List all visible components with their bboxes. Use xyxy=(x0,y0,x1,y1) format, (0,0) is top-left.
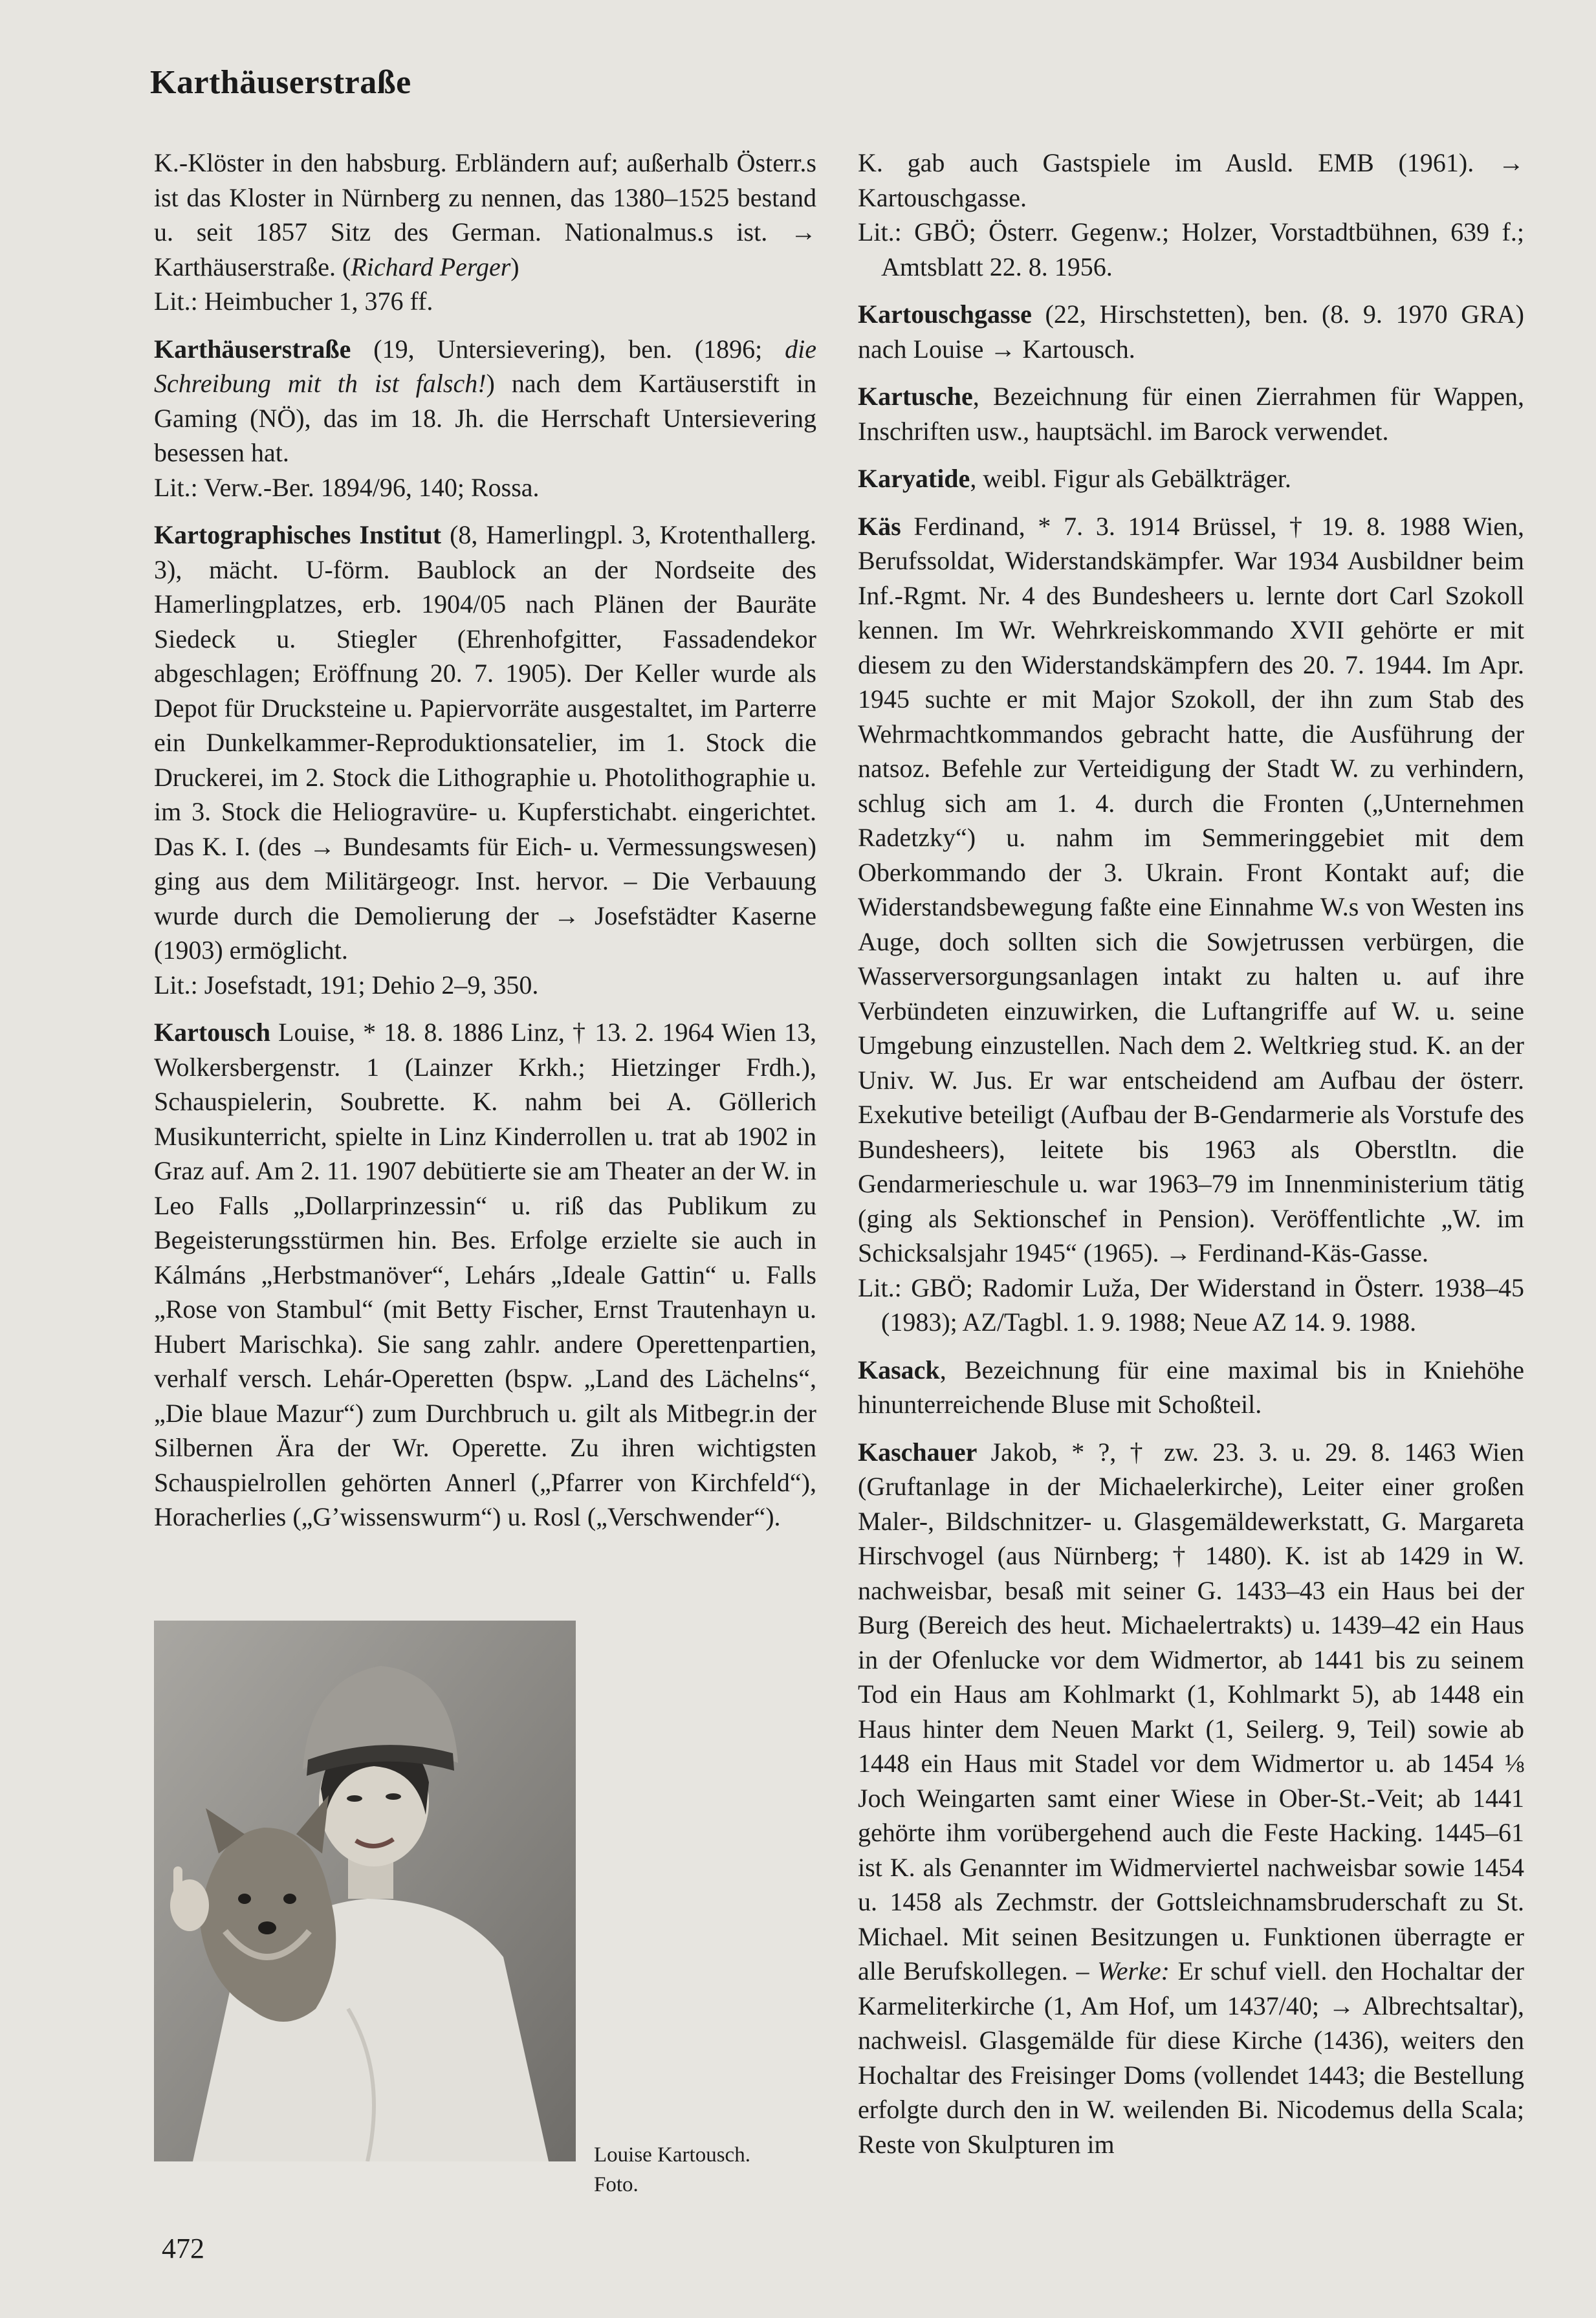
entry-headword: Kaschauer xyxy=(858,1437,978,1467)
entry-headword: Kasack xyxy=(858,1355,940,1384)
literature-reference: Lit.: GBÖ; Radomir Luža, Der Widerstand in Österr. 1938–45 (1983); AZ/Tagbl. 1. 9. 1988; Neue AZ 14. 9. 1988. xyxy=(858,1273,1524,1337)
entry-kartousch xyxy=(154,1015,816,1535)
entry-kasack xyxy=(858,1353,1524,1422)
literature-reference: Lit.: Verw.-Ber. 1894/96, 140; Rossa. xyxy=(154,472,540,502)
entry-headword: Karthäuserstraße xyxy=(154,334,351,364)
entry-karyatide xyxy=(858,461,1524,496)
entry-text: K. gab auch Gastspiele im Ausld. EMB (1961). → Kartouschgasse. xyxy=(858,148,1524,212)
entry-kartographisches-institut xyxy=(154,518,816,1002)
entry-kartouschgasse xyxy=(858,297,1524,366)
entry-kartousch-cont xyxy=(858,146,1524,284)
author-name: Richard Perger xyxy=(351,252,511,281)
entry-text: Kasack, Bezeichnung für eine maximal bis in Kniehöhe hinunterreichende Bluse mit Schoßteil. xyxy=(858,1355,1524,1419)
entry-headword: Kartouschgasse xyxy=(858,300,1032,329)
entry-text: Kartousch Louise, * 18. 8. 1886 Linz, † 13. 2. 1964 Wien 13, Wolkersbergenstr. 1 (Lainzer Krkh.; Hietzinger Frdh.), Schauspielerin, Soubrette. K. nahm bei A. Göllerich Musikunterricht, spielte in Linz Kinderrollen u. trat ab 1902 in Graz auf. Am 2. 11. 1907 debütierte sie am Theater an der W. in Leo Falls „Dollarprinzessin“ u. riß das Publikum zu Begeisterungsstürmen hin. Bes. Erfolge erzielte sie auch in Kálmáns „Herbstmanöver“, Lehárs „Ideale Gattin“ u. Falls „Rose von Stambul“ (mit Betty Fischer, Ernst Trautenhayn u. Hubert Marischka). Sie sang zahlr. andere Operettenpartien, verhalf versch. Lehár-Operetten (bspw. „Land des Lächelns“, „Die blaue Mazur“) zum Durchbruch u. gilt als Mitbegr.in der Silbernen Ära der Wr. Operette. Zu ihren wichtigsten Schauspielrollen gehörten Annerl („Pfarrer von Kirchfeld“), Horacherlies („G’wissenswurm“) u. Rosl („Verschwender“). xyxy=(154,1018,816,1531)
entry-kaschauer xyxy=(858,1435,1524,2162)
caption-line: Louise Kartousch. xyxy=(594,2143,750,2167)
entry-kartusche xyxy=(858,379,1524,448)
literature-reference: Lit.: Heimbucher 1, 376 ff. xyxy=(154,287,433,316)
literature-reference: Lit.: GBÖ; Österr. Gegenw.; Holzer, Vorstadtbühnen, 639 f.; Amtsblatt 22. 8. 1956. xyxy=(858,217,1524,281)
entry-text: Karyatide, weibl. Figur als Gebälkträger. xyxy=(858,464,1291,493)
entry-headword: Karyatide xyxy=(858,464,970,493)
entry-karthaeuser-cont xyxy=(154,146,816,319)
portrait-photo xyxy=(154,1621,576,2161)
page-number: 472 xyxy=(162,2233,204,2264)
caption-line: Foto. xyxy=(594,2173,639,2196)
photo-caption xyxy=(594,2140,788,2200)
entry-text: Kartusche, Bezeichnung für einen Zierrahmen für Wappen, Inschriften usw., hauptsächl. im Barock verwendet. xyxy=(858,382,1524,446)
literature-reference: Lit.: Josefstadt, 191; Dehio 2–9, 350. xyxy=(154,970,539,1000)
left-column xyxy=(154,146,816,1547)
entry-headword: Käs xyxy=(858,511,901,541)
entry-text: Karthäuserstraße (19, Untersievering), ben. (1896; die Schreibung mit th ist falsch!) nach dem Kartäuserstift in Gaming (NÖ), das im 18. Jh. die Herrschaft Untersievering besessen hat. xyxy=(154,334,816,467)
entry-headword: Kartousch xyxy=(154,1018,270,1047)
entry-text: Kartographisches Institut (8, Hamerlingpl. 3, Krotenthallerg. 3), mächt. U-förm. Baublock an der Nordseite des Hamerlingplatzes, erb. 1904/05 nach Plänen der Bauräte Siedeck u. Stiegler (Ehrenhofgitter, Fassadendekor abgeschlagen; Eröffnung 20. 7. 1905). Der Keller wurde als Depot für Drucksteine u. Papiervorräte ausgestaltet, im Parterre ein Dunkelkammer-Reproduktionsatelier, im 1. Stock die Druckerei, im 2. Stock die Lithographie u. Photolithographie u. im 3. Stock die Heliogravüre- u. Kupferstichabt. eingerichtet. Das K. I. (des → Bundesamts für Eich- u. Vermessungswesen) ging aus dem Militärgeogr. Inst. hervor. – Die Verbauung wurde durch die Demolierung der → Josefstädter Kaserne (1903) ermöglicht. xyxy=(154,520,816,965)
entry-text: Kaschauer Jakob, * ?, † zw. 23. 3. u. 29. 8. 1463 Wien (Gruftanlage in der Michaelerkirche), Leiter einer großen Maler-, Bildschnitzer- u. Glasgemäldewerkstatt, G. Margareta Hirschvogel (aus Nürnberg; † 1480). K. ist ab 1429 in W. nachweisbar, besaß mit seiner G. 1433–43 ein Haus bei der Burg (Bereich des heut. Michaelertrakts) u. 1439–42 ein Haus in der Ofenlucke vor dem Widmertor, ab 1441 bis zu seinem Tod ein Haus am Kohlmarkt (1, Kohlmarkt 5), ab 1448 ein Haus hinter dem Neuen Markt (1, Seilerg. 9, Teil) sowie ab 1448 ein Haus mit Stadel vor dem Widmertor u. ab 1454 ⅛ Joch Weingarten samt einer Wiese in Ober-St.-Veit; ab 1441 gehörte ihm vorübergehend auch die Feste Hacking. 1445–61 ist K. als Genannter im Widmerviertel nachweisbar sowie 1454 u. 1458 als Zechmstr. der Gottsleichnamsbruderschaft zu St. Michael. Mit seinen Besitzungen u. Funktionen überragte er alle Berufskollegen. – Werke: Er schuf viell. den Hochaltar der Karmeliterkirche (1, Am Hof, um 1437/40; → Albrechtsaltar), nachweisl. Glasgemälde für diese Kirche (1436), weiters den Hochaltar des Freisinger Doms (vollendet 1443; die Bestellung erfolgte durch den in W. weilenden Bi. Nicodemus della Scala; Reste von Skulpturen im xyxy=(858,1437,1525,2159)
running-head: Karthäuserstraße xyxy=(150,64,411,101)
portrait-illustration xyxy=(154,1621,576,2161)
entry-text: Käs Ferdinand, * 7. 3. 1914 Brüssel, † 19. 8. 1988 Wien, Berufssoldat, Widerstandskämpfer. War 1934 Ausbildner beim Inf.-Rgmt. Nr. 4 des Bundesheers u. lernte dort Carl Szokoll kennen. Im Wr. Wehrkreiskommando XVII gehörte er mit diesem zu den Widerstandskämpfern des 20. 7. 1944. Im Apr. 1945 suchte er mit Major Szokoll, der ihn zum Stab des Wehrmachtkommandos gebracht hatte, die Ausführung der natsoz. Befehle zur Verteidigung der Stadt W. zu verhindern, schlug sich am 1. 4. durch die Fronten („Unternehmen Radetzky“) u. nahm im Semmeringgebiet mit dem Oberkommando der 3. Ukrain. Front Kontakt auf; die Widerstandsbewegung faßte eine Einnahme W.s von Westen ins Auge, doch sollten sich die Sowjetrussen verbürgen, die Wasserversorgungsanlagen intakt zu halten u. auf ihre Verbündeten einzuwirken, die Luftangriffe auf W. u. seine Umgebung einzustellen. Nach dem 2. Weltkrieg stud. K. an der Univ. W. Jus. Er war entscheidend am Aufbau der österr. Exekutive beteiligt (Aufbau der B-Gendarmerie als Vorstufe des Bundesheers), leitete bis 1963 als Oberstltn. die Gendarmerieschule u. war 1963–79 im Innenministerium tätig (ging als Sektionschef in Pension). Veröffentlichte „W. im Schicksalsjahr 1945“ (1965). → Ferdinand-Käs-Gasse. xyxy=(858,511,1524,1267)
entry-text: Kartouschgasse (22, Hirschstetten), ben. (8. 9. 1970 GRA) nach Louise → Kartousch. xyxy=(858,300,1524,364)
entry-text: K.-Klöster in den habsburg. Erbländern auf; außerhalb Österr.s ist das Kloster in Nürnberg zu nennen, das 1380–1525 bestand u. seit 1857 Sitz des German. Nationalmus.s ist. → Karthäuserstraße. (Richard Perger) xyxy=(154,148,816,281)
entry-karthaeuserstrasse xyxy=(154,332,816,505)
entry-kaes xyxy=(858,509,1524,1340)
entry-headword: Kartographisches Institut xyxy=(154,520,442,549)
entry-headword: Kartusche xyxy=(858,382,973,411)
right-column xyxy=(858,146,1524,2174)
